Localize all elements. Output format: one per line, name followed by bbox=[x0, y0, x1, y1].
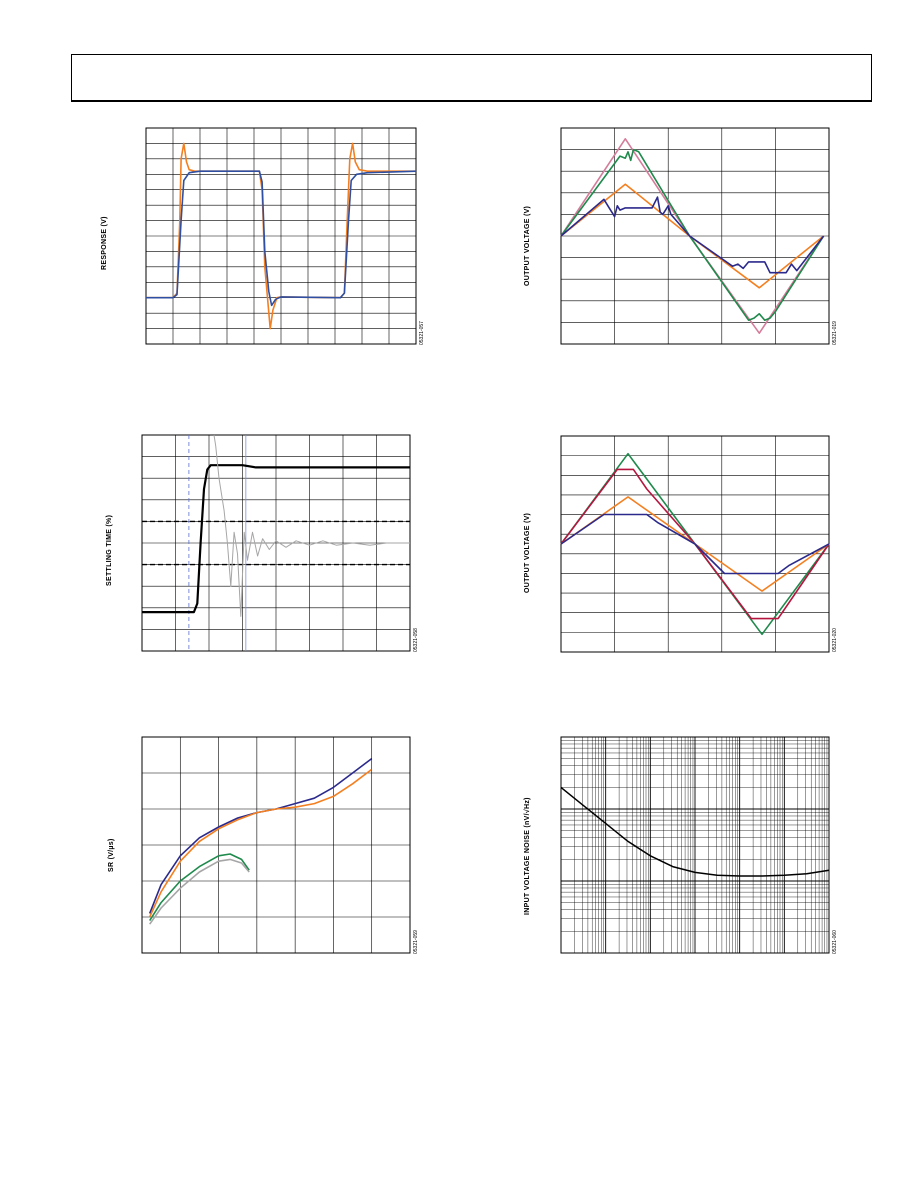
chart-response-plot bbox=[146, 128, 416, 344]
chart-output-voltage-2-plot bbox=[561, 436, 829, 652]
chart-response-ylabel: RESPONSE (V) bbox=[101, 216, 108, 270]
chart-slew-rate-figure-id: 05321-059 bbox=[413, 930, 419, 954]
chart-response-figure-id: 05321-057 bbox=[419, 321, 425, 345]
chart-input-voltage-noise-ylabel: INPUT VOLTAGE NOISE (nV/√Hz) bbox=[524, 797, 531, 915]
chart-output-voltage-2-figure-id: 05321-020 bbox=[832, 628, 838, 652]
chart-input-voltage-noise-figure-id: 05321-060 bbox=[832, 930, 838, 954]
fig4-series-3 bbox=[561, 515, 829, 574]
fig5-series-3 bbox=[150, 859, 250, 924]
fig6-grid bbox=[561, 737, 829, 953]
fig5-series-1 bbox=[150, 769, 372, 917]
chart-slew-rate-plot bbox=[142, 737, 410, 953]
chart-input-voltage-noise bbox=[561, 737, 829, 953]
chart-output-voltage-1-plot bbox=[561, 128, 829, 344]
chart-output-voltage-1-figure-id: 05321-019 bbox=[832, 321, 838, 345]
chart-response bbox=[146, 128, 416, 344]
chart-output-voltage-2-ylabel: OUTPUT VOLTAGE (V) bbox=[524, 512, 531, 593]
chart-settling-time-figure-id: 05321-058 bbox=[413, 628, 419, 652]
chart-settling-time-ylabel: SETTLING TIME (%) bbox=[106, 514, 113, 586]
fig2-grid bbox=[561, 128, 829, 344]
page-header-box bbox=[71, 54, 872, 102]
chart-settling-time-plot bbox=[142, 435, 410, 651]
chart-output-voltage-1 bbox=[561, 128, 829, 344]
chart-slew-rate bbox=[142, 737, 410, 953]
fig2-series-3 bbox=[561, 197, 824, 273]
chart-output-voltage-2 bbox=[561, 436, 829, 652]
chart-output-voltage-1-ylabel: OUTPUT VOLTAGE (V) bbox=[524, 205, 531, 286]
chart-slew-rate-ylabel: SR (V/µs) bbox=[108, 838, 115, 872]
chart-input-voltage-noise-plot bbox=[561, 737, 829, 953]
fig3-series-1 bbox=[214, 435, 410, 616]
fig5-series-0 bbox=[150, 759, 372, 914]
chart-settling-time bbox=[142, 435, 410, 651]
fig5-grid bbox=[142, 737, 410, 953]
